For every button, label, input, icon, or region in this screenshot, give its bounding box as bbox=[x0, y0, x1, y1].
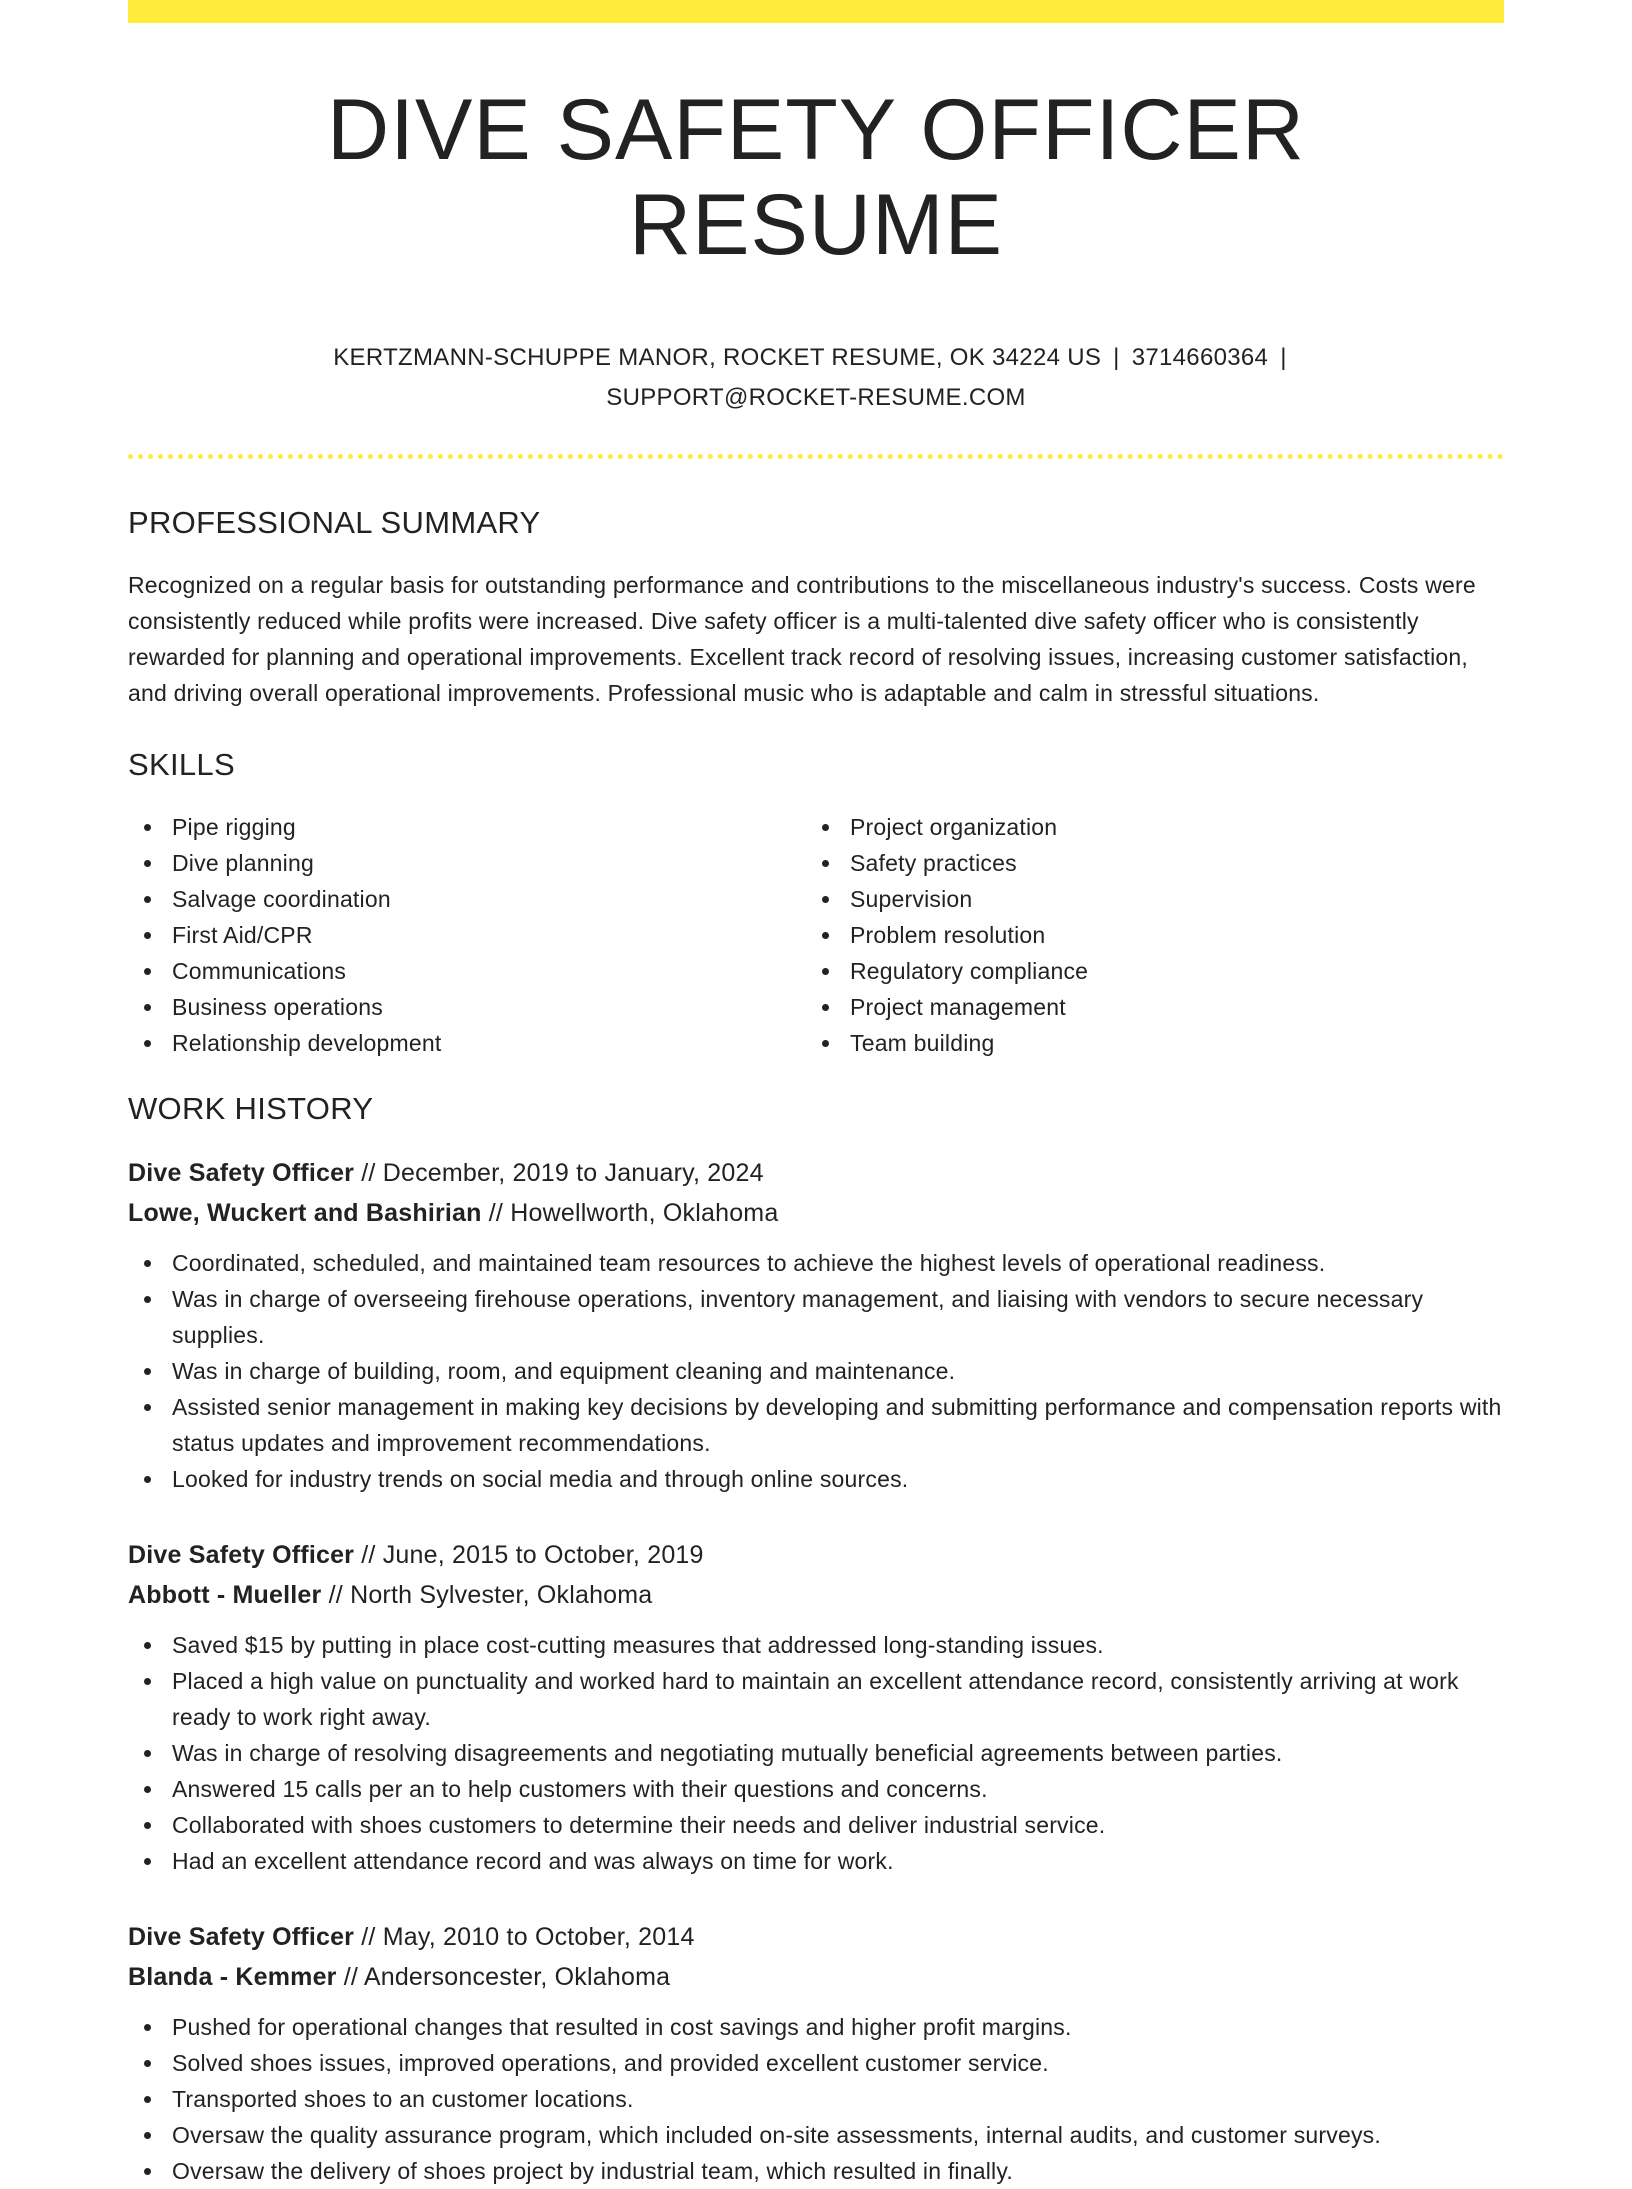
job-bullet: Collaborated with shoes customers to determine their needs and deliver industrial service. bbox=[128, 1807, 1504, 1843]
job-separator: // bbox=[354, 1923, 383, 1952]
skill-item: Pipe rigging bbox=[128, 809, 806, 845]
resume-page bbox=[128, 0, 1504, 2189]
job-title-line bbox=[128, 1153, 1504, 1193]
job-entry bbox=[128, 1153, 1504, 1497]
summary-text: Recognized on a regular basis for outstanding performance and contributions to the miscellaneous industry's success. Costs were consistently reduced while profits were increased. Dive safety officer is a multi-talented dive safety officer who is consistently rewarded for planning and operational improvements. Excellent track record of resolving issues, increasing customer satisfaction, and driving overall operational improvements. Professional music who is adaptable and calm in stressful situations. bbox=[128, 572, 1476, 707]
summary-heading: PROFESSIONAL SUMMARY bbox=[128, 505, 541, 541]
job-role: Dive Safety Officer bbox=[128, 1159, 355, 1188]
job-separator: // bbox=[354, 1541, 383, 1570]
job-location: Howellworth, Oklahoma bbox=[510, 1199, 779, 1228]
job-company-line bbox=[128, 1575, 1504, 1615]
job-bullet: Looked for industry trends on social media and through online sources. bbox=[128, 1461, 1504, 1497]
job-bullet: Pushed for operational changes that resulted in cost savings and higher profit margins. bbox=[128, 2009, 1504, 2045]
work-history-heading: WORK HISTORY bbox=[128, 1091, 374, 1127]
job-bullet: Transported shoes to an customer locations. bbox=[128, 2081, 1504, 2117]
job-company-line bbox=[128, 1193, 1504, 1233]
job-bullets bbox=[128, 2009, 1504, 2189]
skill-item: Supervision bbox=[806, 881, 1484, 917]
job-bullet: Placed a high value on punctuality and worked hard to maintain an excellent attendance record, consistently arriving at work ready to work right away. bbox=[128, 1663, 1504, 1735]
resume-title: DIVE SAFETY OFFICER RESUME bbox=[327, 82, 1305, 273]
dotted-divider bbox=[128, 454, 1504, 459]
job-separator: // bbox=[321, 1581, 351, 1610]
contact-info bbox=[128, 338, 1504, 418]
job-separator: // bbox=[354, 1159, 383, 1188]
job-bullet: Was in charge of overseeing firehouse operations, inventory management, and liaising with vendors to secure necessary supplies. bbox=[128, 1281, 1504, 1353]
job-separator: // bbox=[336, 1963, 364, 1992]
job-role: Dive Safety Officer bbox=[128, 1541, 355, 1570]
skill-item: Dive planning bbox=[128, 845, 806, 881]
job-entry bbox=[128, 1535, 1504, 1879]
job-bullet: Was in charge of resolving disagreements and negotiating mutually beneficial agreements between parties. bbox=[128, 1735, 1504, 1771]
skill-item: Business operations bbox=[128, 989, 806, 1025]
contact-separator: | bbox=[1280, 344, 1287, 372]
job-company: Lowe, Wuckert and Bashirian bbox=[128, 1199, 482, 1228]
job-entry bbox=[128, 1917, 1504, 2189]
job-title-line bbox=[128, 1917, 1504, 1957]
job-bullets bbox=[128, 1627, 1504, 1879]
skill-item: Relationship development bbox=[128, 1025, 806, 1061]
skills-heading: SKILLS bbox=[128, 747, 235, 783]
job-dates: May, 2010 to October, 2014 bbox=[382, 1923, 695, 1952]
job-bullet: Had an excellent attendance record and was always on time for work. bbox=[128, 1843, 1504, 1879]
skill-item: Project organization bbox=[806, 809, 1484, 845]
job-bullet: Assisted senior management in making key decisions by developing and submitting performance and compensation reports with status updates and improvement recommendations. bbox=[128, 1389, 1504, 1461]
accent-bar bbox=[128, 0, 1504, 23]
job-bullet: Oversaw the quality assurance program, which included on-site assessments, internal audits, and customer surveys. bbox=[128, 2117, 1504, 2153]
job-bullet: Answered 15 calls per an to help customers with their questions and concerns. bbox=[128, 1771, 1504, 1807]
contact-address: KERTZMANN-SCHUPPE MANOR, ROCKET RESUME, OK 34224 US bbox=[333, 344, 1102, 372]
skills-column-left bbox=[128, 809, 806, 1061]
job-bullets bbox=[128, 1245, 1504, 1497]
skill-item: Safety practices bbox=[806, 845, 1484, 881]
skill-item: First Aid/CPR bbox=[128, 917, 806, 953]
skills-list bbox=[128, 809, 1504, 1061]
job-company-line bbox=[128, 1957, 1504, 1997]
job-role: Dive Safety Officer bbox=[128, 1923, 355, 1952]
contact-phone: 3714660364 bbox=[1131, 344, 1269, 372]
skill-item: Regulatory compliance bbox=[806, 953, 1484, 989]
skills-column-right bbox=[806, 809, 1484, 1061]
job-location: Andersoncester, Oklahoma bbox=[363, 1963, 671, 1992]
job-bullet: Coordinated, scheduled, and maintained team resources to achieve the highest levels of operational readiness. bbox=[128, 1245, 1504, 1281]
job-company: Abbott - Mueller bbox=[128, 1581, 322, 1610]
job-bullet: Solved shoes issues, improved operations, and provided excellent customer service. bbox=[128, 2045, 1504, 2081]
skill-item: Problem resolution bbox=[806, 917, 1484, 953]
job-location: North Sylvester, Oklahoma bbox=[350, 1581, 653, 1610]
job-title-line bbox=[128, 1535, 1504, 1575]
job-dates: June, 2015 to October, 2019 bbox=[382, 1541, 704, 1570]
job-company: Blanda - Kemmer bbox=[128, 1963, 337, 1992]
skill-item: Salvage coordination bbox=[128, 881, 806, 917]
contact-separator: | bbox=[1113, 344, 1120, 372]
job-dates: December, 2019 to January, 2024 bbox=[382, 1159, 764, 1188]
skill-item: Project management bbox=[806, 989, 1484, 1025]
job-bullet: Saved $15 by putting in place cost-cutting measures that addressed long-standing issues. bbox=[128, 1627, 1504, 1663]
contact-email[interactable]: SUPPORT@ROCKET-RESUME.COM bbox=[606, 384, 1026, 412]
job-separator: // bbox=[481, 1199, 511, 1228]
job-bullet: Oversaw the delivery of shoes project by industrial team, which resulted in finally. bbox=[128, 2153, 1504, 2189]
skill-item: Team building bbox=[806, 1025, 1484, 1061]
skill-item: Communications bbox=[128, 953, 806, 989]
job-bullet: Was in charge of building, room, and equipment cleaning and maintenance. bbox=[128, 1353, 1504, 1389]
